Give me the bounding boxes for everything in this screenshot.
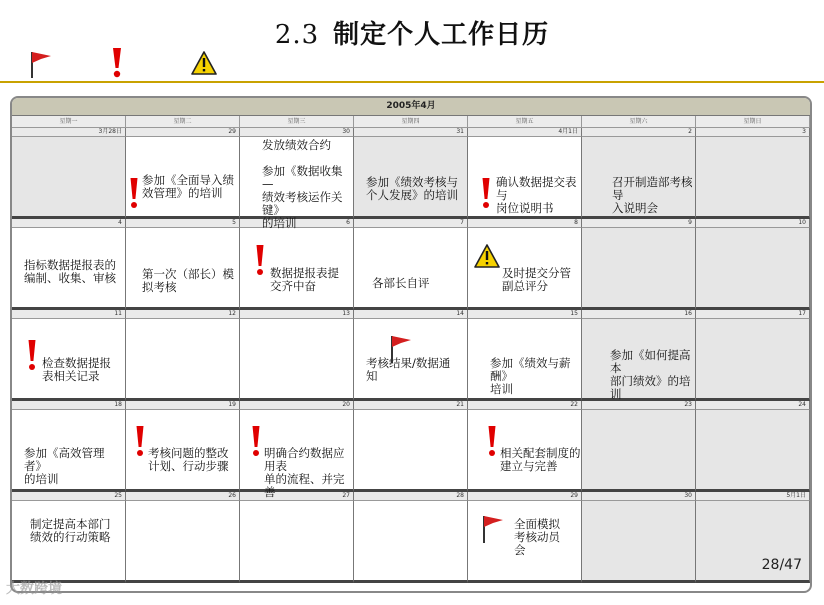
calendar-day-cell bbox=[354, 501, 468, 583]
calendar-day-cell bbox=[582, 410, 696, 492]
event-text: 第一次（部长）模 拟考核 bbox=[142, 267, 234, 294]
calendar-day-cell bbox=[468, 501, 582, 583]
date-label: 30 bbox=[240, 128, 354, 137]
date-label: 16 bbox=[582, 310, 696, 319]
calendar-day-cell bbox=[582, 137, 696, 219]
weekday-header: 星期一 bbox=[12, 116, 126, 128]
date-label: 23 bbox=[582, 401, 696, 410]
date-label: 10 bbox=[696, 219, 810, 228]
calendar-day-cell bbox=[354, 410, 468, 492]
calendar-day-cell bbox=[240, 319, 354, 401]
weekday-header: 星期二 bbox=[126, 116, 240, 128]
event-text: 考核结果/数据通 知 bbox=[366, 356, 451, 383]
calendar-day-cell bbox=[468, 137, 582, 219]
weekday-header: 星期四 bbox=[354, 116, 468, 128]
calendar-day-cell bbox=[126, 228, 240, 310]
calendar-day-cell bbox=[696, 410, 810, 492]
date-label: 30 bbox=[582, 492, 696, 501]
date-label: 12 bbox=[126, 310, 240, 319]
event-text: 考核问题的整改 计划、行动步骤 bbox=[148, 446, 229, 473]
event-text: 数据提报表提 交齐中奋 bbox=[270, 266, 339, 293]
calendar-day-cell bbox=[354, 137, 468, 219]
exclamation-icon bbox=[254, 244, 266, 282]
calendar-day-cell bbox=[240, 228, 354, 310]
calendar-day-cell bbox=[468, 228, 582, 310]
calendar-grid bbox=[12, 116, 810, 583]
date-label: 9 bbox=[582, 219, 696, 228]
date-label: 26 bbox=[126, 492, 240, 501]
date-label: 20 bbox=[240, 401, 354, 410]
date-label: 15 bbox=[468, 310, 582, 319]
title-divider bbox=[0, 81, 824, 83]
red-flag-icon bbox=[388, 334, 414, 368]
date-label: 24 bbox=[696, 401, 810, 410]
event-text: 参加《绩效考核与 个人发展》的培训 bbox=[366, 175, 458, 202]
red-flag-icon bbox=[28, 49, 54, 79]
event-text: 全面模拟 考核动员 会 bbox=[514, 517, 560, 557]
calendar-day-cell bbox=[582, 319, 696, 401]
calendar-day-cell bbox=[468, 319, 582, 401]
date-label: 8 bbox=[468, 219, 582, 228]
weekday-header: 星期五 bbox=[468, 116, 582, 128]
event-text: 召开制造部考核导 入说明会 bbox=[612, 175, 693, 215]
date-label: 21 bbox=[354, 401, 468, 410]
date-label: 5 bbox=[126, 219, 240, 228]
event-text: 参加《全面导入绩 效管理》的培训 bbox=[142, 173, 234, 200]
calendar-day-cell bbox=[126, 319, 240, 401]
date-label: 14 bbox=[354, 310, 468, 319]
warning-icon bbox=[191, 51, 217, 75]
section-title: 制定个人工作日历 bbox=[333, 20, 550, 50]
event-text: 及时提交分管 副总评分 bbox=[502, 266, 571, 293]
calendar-day-cell bbox=[126, 410, 240, 492]
date-label: 19 bbox=[126, 401, 240, 410]
date-label: 29 bbox=[468, 492, 582, 501]
exclamation-icon bbox=[26, 339, 38, 377]
date-label: 18 bbox=[12, 401, 126, 410]
date-label: 3 bbox=[696, 128, 810, 137]
date-label: 27 bbox=[240, 492, 354, 501]
calendar-day-cell bbox=[12, 319, 126, 401]
date-label: 3月28日 bbox=[12, 128, 126, 137]
page-number: 28/47 bbox=[761, 557, 802, 573]
event-text: 明确合约数据应用表 单的流程、并完善 bbox=[264, 446, 345, 499]
red-flag-icon bbox=[480, 514, 506, 548]
calendar-day-cell bbox=[126, 137, 240, 219]
calendar-day-cell bbox=[582, 228, 696, 310]
date-label: 11 bbox=[12, 310, 126, 319]
exclamation-icon bbox=[486, 425, 498, 463]
event-text: 参加《绩效与薪酬》 培训 bbox=[490, 356, 571, 396]
event-text: 指标数据提报表的 编制、收集、审核 bbox=[24, 258, 116, 285]
exclamation-icon bbox=[250, 425, 262, 463]
weekday-header: 星期六 bbox=[582, 116, 696, 128]
event-text: 相关配套制度的 建立与完善 bbox=[500, 446, 581, 473]
event-text: 制定提高本部门 绩效的行动策略 bbox=[30, 517, 111, 544]
calendar-day-cell bbox=[12, 137, 126, 219]
exclamation-icon bbox=[128, 177, 140, 215]
calendar-day-cell bbox=[582, 501, 696, 583]
calendar-day-cell bbox=[126, 501, 240, 583]
date-label: 2 bbox=[582, 128, 696, 137]
date-label: 13 bbox=[240, 310, 354, 319]
calendar-day-cell bbox=[12, 501, 126, 583]
date-label: 4月1日 bbox=[468, 128, 582, 137]
event-text: 确认数据提交表与 岗位说明书 bbox=[496, 175, 577, 215]
calendar-day-cell bbox=[12, 410, 126, 492]
date-label: 28 bbox=[354, 492, 468, 501]
date-label: 6 bbox=[240, 219, 354, 228]
weekday-header: 星期日 bbox=[696, 116, 810, 128]
date-label: 29 bbox=[126, 128, 240, 137]
calendar-day-cell bbox=[354, 319, 468, 401]
date-label: 7 bbox=[354, 219, 468, 228]
weekday-header: 星期三 bbox=[240, 116, 354, 128]
date-label: 22 bbox=[468, 401, 582, 410]
date-label: 5月1日 bbox=[696, 492, 810, 501]
exclamation-icon bbox=[134, 425, 146, 463]
date-label: 31 bbox=[354, 128, 468, 137]
calendar-day-cell bbox=[240, 501, 354, 583]
date-label: 17 bbox=[696, 310, 810, 319]
event-text: 检查数据提报 表相关记录 bbox=[42, 356, 111, 383]
date-label: 25 bbox=[12, 492, 126, 501]
calendar-day-cell bbox=[468, 410, 582, 492]
date-label: 4 bbox=[12, 219, 126, 228]
calendar-day-cell bbox=[12, 228, 126, 310]
event-text: 各部长自评 bbox=[372, 276, 430, 290]
calendar-day-cell bbox=[696, 319, 810, 401]
exclamation-icon bbox=[480, 177, 492, 215]
warning-icon bbox=[474, 244, 500, 272]
event-text: 发放绩效合约 参加《数据收集— 绩效考核运作关键》 的培训 bbox=[262, 138, 343, 230]
calendar-day-cell bbox=[696, 228, 810, 310]
calendar-day-cell bbox=[240, 137, 354, 230]
event-text: 参加《如何提高本 部门绩效》的培训 bbox=[610, 348, 691, 401]
calendar bbox=[10, 96, 812, 593]
section-number: 2.3 bbox=[274, 20, 320, 50]
watermark: 大数跨境 bbox=[6, 581, 62, 597]
calendar-day-cell bbox=[696, 137, 810, 219]
exclamation-icon bbox=[110, 46, 124, 80]
event-text: 参加《高效管理者》 的培训 bbox=[24, 446, 105, 486]
calendar-day-cell bbox=[354, 228, 468, 310]
calendar-title: 2005年4月 bbox=[12, 98, 810, 116]
